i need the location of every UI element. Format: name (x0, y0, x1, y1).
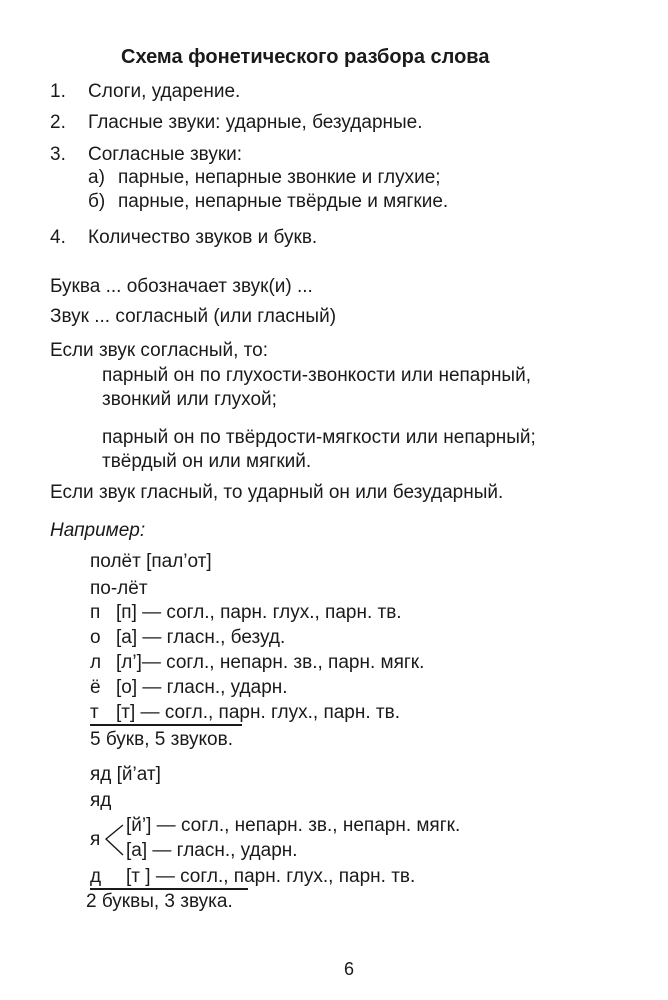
example1-word: полёт [пал’от] (90, 551, 212, 572)
substep-a (88, 166, 441, 190)
letter: д (90, 866, 102, 887)
rule-sound-type: Звук ... согласный (или гласный) (50, 306, 337, 327)
letter: т (90, 702, 99, 723)
letter: п (90, 602, 101, 623)
step-number: 4. (50, 227, 66, 248)
step-number: 1. (50, 81, 66, 102)
example2-word: яд [й’ат] (90, 764, 161, 785)
rule-consonant-hardness-1: парный он по твёрдости-мягкости или непарный; (102, 427, 536, 448)
step-text: Слоги, ударение. (88, 81, 241, 102)
sound-desc: [а] — гласн., безуд. (116, 627, 286, 648)
substep-text: парные, непарные твёрдые и мягкие. (118, 191, 449, 212)
underline (90, 724, 242, 726)
step-text: Согласные звуки: (88, 144, 243, 165)
rule-vowel: Если звук гласный, то ударный он или безударный. (50, 482, 504, 503)
letter: л (90, 652, 102, 673)
substep-label: а) (88, 167, 105, 188)
example2-row: [а] — гласн., ударн. (126, 840, 298, 861)
rule-consonant-voicing-2: звонкий или глухой; (102, 389, 277, 410)
step-1 (50, 80, 240, 104)
sound-desc: [т] — согл., парн. глух., парн. тв. (116, 702, 400, 723)
page-title: Схема фонетического разбора слова (121, 46, 490, 68)
letter: ё (90, 677, 101, 698)
substep-b (88, 190, 448, 214)
sound-desc: [т ] — согл., парн. глух., парн. тв. (126, 866, 416, 887)
substep-text: парные, непарные звонкие и глухие; (118, 167, 441, 188)
sound-desc: [о] — гласн., ударн. (116, 677, 288, 698)
step-text: Гласные звуки: ударные, безударные. (88, 112, 423, 133)
example1-row (90, 651, 424, 675)
example2-row: [й’] — согл., непарн. зв., непарн. мягк. (126, 815, 461, 836)
example1-row (90, 626, 285, 650)
example2-row (90, 865, 415, 889)
rule-consonant-voicing-1: парный он по глухости-звонкости или непарный, (102, 365, 531, 386)
step-text: Количество звуков и букв. (88, 227, 318, 248)
step-number: 2. (50, 112, 66, 133)
example2-summary: 2 буквы, 3 звука. (86, 891, 233, 912)
example1-summary: 5 букв, 5 звуков. (90, 729, 233, 750)
rule-consonant: Если звук согласный, то: (50, 340, 269, 361)
rule-consonant-hardness-2: твёрдый он или мягкий. (102, 451, 312, 472)
substep-label: б) (88, 191, 106, 212)
step-4 (50, 226, 317, 250)
page-number: 6 (344, 959, 355, 979)
sound-desc: [п] — согл., парн. глух., парн. тв. (116, 602, 402, 623)
example1-row (90, 676, 288, 700)
example-label: Например: (50, 520, 146, 541)
branch-bracket-icon (103, 822, 125, 858)
example2-letter-ya: я (90, 829, 101, 850)
step-number: 3. (50, 144, 66, 165)
rule-letter-sound: Буква ... обозначает звук(и) ... (50, 276, 313, 297)
example1-row (90, 701, 400, 725)
example1-syllables: по-лёт (90, 578, 148, 599)
step-3 (50, 143, 242, 167)
letter: о (90, 627, 101, 648)
example1-row (90, 601, 402, 625)
step-2 (50, 111, 423, 135)
example2-syllables: яд (90, 790, 112, 811)
sound-desc: [л’]— согл., непарн. зв., парн. мягк. (116, 652, 425, 673)
